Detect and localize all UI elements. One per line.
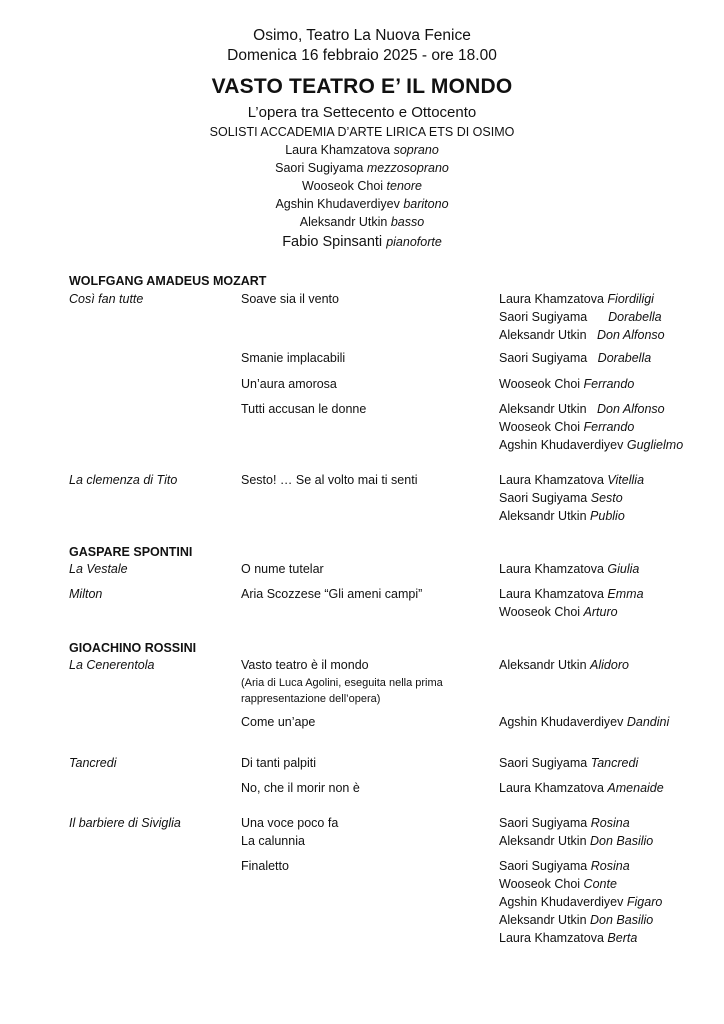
- aria-title: No, che il morir non è: [241, 781, 360, 795]
- date-line: Domenica 16 febbraio 2025 - ore 18.00: [227, 47, 497, 64]
- performer-line: Saori Sugiyama Tancredi: [499, 756, 639, 770]
- performer-line: Wooseok Choi Conte: [499, 877, 617, 891]
- performer-line: Saori Sugiyama Rosina: [499, 859, 630, 873]
- performer-line: Saori Sugiyama Dorabella: [499, 310, 662, 324]
- performer-line: Aleksandr Utkin Don Alfonso: [499, 402, 665, 416]
- opera-title: La Cenerentola: [69, 658, 155, 672]
- performer-line: Agshin Khudaverdiyev Figaro: [499, 895, 663, 909]
- opera-title: Tancredi: [69, 756, 117, 770]
- aria-title: Un’aura amorosa: [241, 377, 337, 391]
- opera-title: La Vestale: [69, 562, 128, 576]
- singer-line: Wooseok Choi tenore: [302, 179, 422, 193]
- performer-line: Aleksandr Utkin Don Alfonso: [499, 328, 665, 342]
- aria-title: Tutti accusan le donne: [241, 402, 367, 416]
- opera-title: Milton: [69, 587, 103, 601]
- aria-title: Vasto teatro è il mondo: [241, 658, 369, 672]
- performer-line: Laura Khamzatova Vitellia: [499, 473, 645, 487]
- performer-line: Laura Khamzatova Amenaide: [499, 781, 664, 795]
- aria-title: Di tanti palpiti: [241, 756, 317, 770]
- aria-title: Finaletto: [241, 859, 289, 873]
- performer-line: Laura Khamzatova Emma: [499, 587, 644, 601]
- performer-line: Laura Khamzatova Berta: [499, 931, 638, 945]
- aria-note: rappresentazione dell’opera): [241, 693, 381, 705]
- performer-line: Wooseok Choi Arturo: [499, 605, 618, 619]
- opera-title: La clemenza di Tito: [69, 473, 178, 487]
- aria-title: O nume tutelar: [241, 562, 324, 576]
- singer-line: Laura Khamzatova soprano: [285, 143, 439, 157]
- performer-line: Saori Sugiyama Dorabella: [499, 351, 652, 365]
- performer-line: Laura Khamzatova Giulia: [499, 562, 640, 576]
- aria-title: Una voce poco fa: [241, 816, 339, 830]
- performer-line: Aleksandr Utkin Don Basilio: [499, 913, 654, 927]
- performer-line: Aleksandr Utkin Publio: [499, 509, 625, 523]
- performer-line: Agshin Khudaverdiyev Dandini: [499, 715, 670, 729]
- aria-note: (Aria di Luca Agolini, eseguita nella prima: [241, 677, 443, 689]
- performer-line: Agshin Khudaverdiyev Guglielmo: [499, 438, 684, 452]
- performer-line: Wooseok Choi Ferrando: [499, 377, 635, 391]
- composer-heading: WOLFGANG AMADEUS MOZART: [69, 274, 267, 288]
- performer-line: Aleksandr Utkin Alidoro: [499, 658, 629, 672]
- singer-line: Saori Sugiyama mezzosoprano: [275, 161, 449, 175]
- performer-line: Saori Sugiyama Sesto: [499, 491, 623, 505]
- singer-line: Aleksandr Utkin basso: [299, 215, 425, 229]
- aria-title: La calunnia: [241, 834, 305, 848]
- aria-title: Come un’ape: [241, 715, 316, 729]
- performer-line: Wooseok Choi Ferrando: [499, 420, 635, 434]
- concert-title: VASTO TEATRO E’ IL MONDO: [211, 75, 513, 98]
- concert-subtitle: L’opera tra Settecento e Ottocento: [247, 104, 477, 121]
- academy-line: SOLISTI ACCADEMIA D’ARTE LIRICA ETS DI OSIMO: [209, 125, 515, 139]
- venue-line: Osimo, Teatro La Nuova Fenice: [253, 27, 471, 44]
- aria-title: Smanie implacabili: [241, 351, 346, 365]
- singer-line: Agshin Khudaverdiyev baritono: [275, 197, 449, 211]
- aria-title: Sesto! … Se al volto mai ti senti: [241, 473, 418, 487]
- aria-title: Aria Scozzese “Gli ameni campi”: [241, 587, 423, 601]
- opera-title: Il barbiere di Siviglia: [69, 816, 181, 830]
- performer-line: Saori Sugiyama Rosina: [499, 816, 630, 830]
- composer-heading: GIOACHINO ROSSINI: [69, 641, 197, 655]
- performer-line: Laura Khamzatova Fiordiligi: [499, 292, 654, 306]
- performer-line: Aleksandr Utkin Don Basilio: [499, 834, 654, 848]
- pianist-line: Fabio Spinsanti pianoforte: [282, 234, 442, 250]
- aria-title: Soave sia il vento: [241, 292, 339, 306]
- opera-title: Così fan tutte: [69, 292, 144, 306]
- composer-heading: GASPARE SPONTINI: [69, 545, 193, 559]
